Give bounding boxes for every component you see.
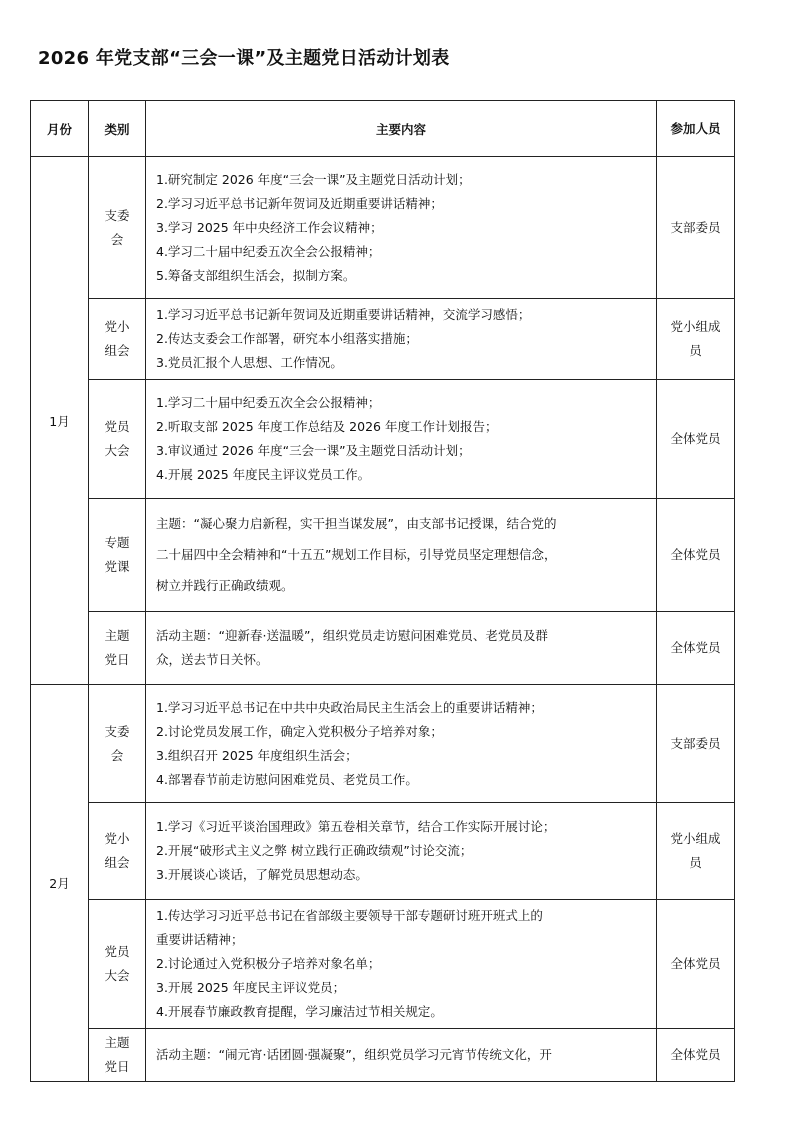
content-line: 2.开展“破形式主义之弊 树立践行正确政绩观”讨论交流； [156,843,473,858]
content-line: 主题：“凝心聚力启新程，实干担当谋发展”，由支部书记授课，结合党的 [156,516,557,531]
content-cell [146,612,657,685]
plan-table [30,100,735,1082]
content-line: 1.学习《习近平谈治国理政》第五卷相关章节，结合工作实际开展讨论； [156,819,556,834]
table-row [31,299,735,380]
content-line: 2.讨论党员发展工作，确定入党积极分子培养对象； [156,723,443,739]
participants-cell: 全体党员 [657,612,735,685]
table-row [31,612,735,685]
content-line: 4.开展 2025 年度民主评议党员工作。 [156,467,371,482]
content-line: 1.学习二十届中纪委五次全会公报精神； [156,395,381,410]
participants-cell: 党小组成员 [657,299,735,380]
content-line: 4.部署春节前走访慰问困难党员、老党员工作。 [156,771,418,787]
content-line: 2.听取支部 2025 年度工作总结及 2026 年度工作计划报告； [156,419,498,434]
content-line: 1.学习习近平总书记在中共中央政治局民主生活会上的重要讲话精神； [156,699,543,715]
content-line: 2.传达支委会工作部署，研究本小组落实措施； [156,331,418,346]
participants-cell: 支部委员 [657,685,735,803]
category-cell: 主题党日 [89,612,146,685]
content-cell [146,157,657,299]
content-line: 3.组织召开 2025 年度组织生活会； [156,747,358,763]
header-month: 月份 [31,101,89,157]
content-line: 3.开展 2025 年度民主评议党员； [156,980,346,995]
month-cell: 1月 [31,157,89,685]
content-line: 1.研究制定 2026 年度“三会一课”及主题党日活动计划； [156,171,471,187]
header-participants: 参加人员 [657,101,735,157]
table-header-row [31,101,735,157]
content-line: 3.开展谈心谈话，了解党员思想动态。 [156,867,368,882]
category-cell: 党员大会 [89,900,146,1029]
content-line: 重要讲话精神； [156,932,244,947]
header-category: 类别 [89,101,146,157]
content-line: 活动主题：“闹元宵·话团圆·强凝聚”，组织党员学习元宵节传统文化，开 [156,1047,552,1062]
content-line: 众，送去节日关怀。 [156,652,269,667]
content-line: 3.党员汇报个人思想、工作情况。 [156,355,343,370]
table-row [31,803,735,900]
content-line: 二十届四中全会精神和“十五五”规划工作目标，引导党员坚定理想信念， [156,547,557,562]
content-cell [146,803,657,900]
header-content: 主要内容 [146,101,657,157]
content-line: 3.学习 2025 年中央经济工作会议精神； [156,219,383,235]
page-title: 2026 年党支部“三会一课”及主题党日活动计划表 [38,48,450,69]
participants-cell: 全体党员 [657,900,735,1029]
content-line: 4.开展春节廉政教育提醒，学习廉洁过节相关规定。 [156,1004,443,1019]
content-line: 2.讨论通过入党积极分子培养对象名单； [156,956,381,971]
category-cell: 专题党课 [89,499,146,612]
content-cell [146,299,657,380]
content-cell [146,900,657,1029]
participants-cell: 全体党员 [657,1029,735,1082]
content-line: 1.传达学习习近平总书记在省部级主要领导干部专题研讨班开班式上的 [156,908,543,923]
content-cell [146,499,657,612]
participants-cell: 党小组成员 [657,803,735,900]
content-line: 1.学习习近平总书记新年贺词及近期重要讲话精神，交流学习感悟； [156,307,531,322]
month-cell: 2月 [31,685,89,1082]
content-cell [146,1029,657,1082]
category-cell: 党员大会 [89,380,146,499]
participants-cell: 全体党员 [657,380,735,499]
category-cell: 党小组会 [89,299,146,380]
category-cell: 主题党日 [89,1029,146,1082]
table-row [31,157,735,299]
table-row [31,499,735,612]
content-line: 5.筹备支部组织生活会，拟制方案。 [156,267,356,283]
content-line: 活动主题：“迎新春·送温暖”，组织党员走访慰问困难党员、老党员及群 [156,628,548,643]
content-line: 2.学习习近平总书记新年贺词及近期重要讲话精神； [156,195,443,211]
participants-cell: 全体党员 [657,499,735,612]
table-row [31,900,735,1029]
content-cell [146,685,657,803]
content-line: 3.审议通过 2026 年度“三会一课”及主题党日活动计划； [156,443,471,458]
table-row [31,1029,735,1082]
content-line: 4.学习二十届中纪委五次全会公报精神； [156,243,381,259]
table-row [31,380,735,499]
category-cell: 支委会 [89,157,146,299]
category-cell: 支委会 [89,685,146,803]
category-cell: 党小组会 [89,803,146,900]
content-cell [146,380,657,499]
table-row [31,685,735,803]
content-line: 树立并践行正确政绩观。 [156,578,294,593]
participants-cell: 支部委员 [657,157,735,299]
